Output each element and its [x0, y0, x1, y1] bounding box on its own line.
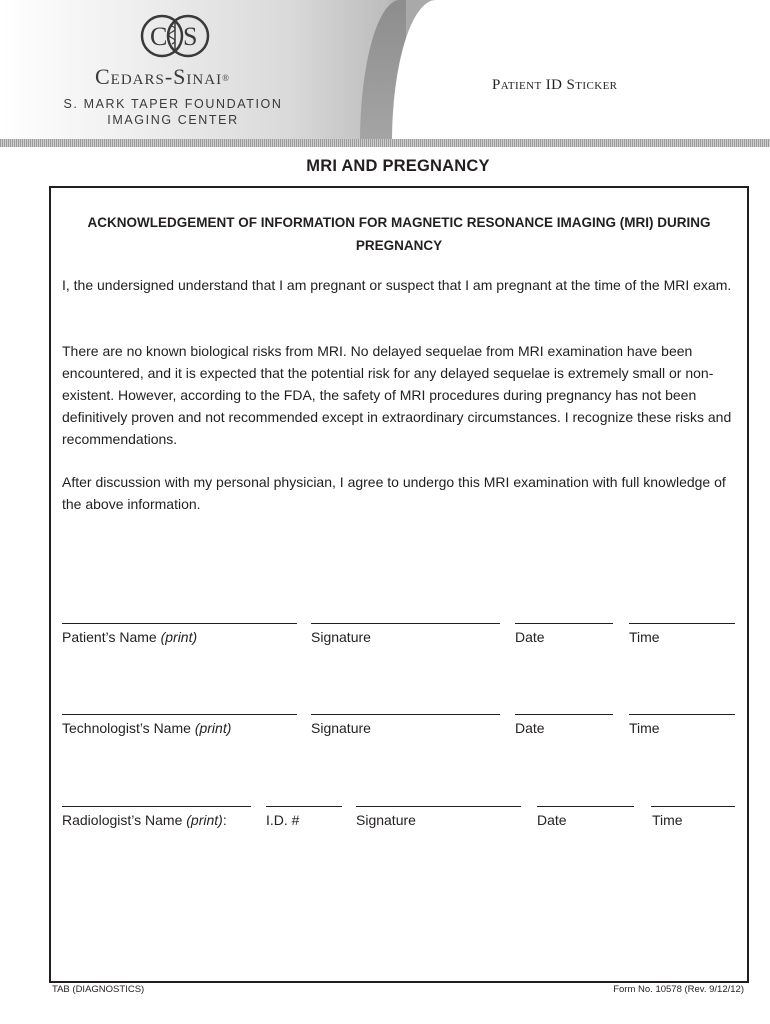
logo-wordmark: [95, 64, 315, 90]
patient-name-text: Patient’s Name: [62, 629, 161, 645]
logo-subtitle-foundation: S. MARK TAPER FOUNDATION: [63, 97, 283, 111]
page-title: MRI AND PREGNANCY: [306, 157, 490, 175]
technologist-time-label: Time: [629, 720, 660, 736]
paragraph-risks: There are no known biological risks from MRI. No delayed sequelae from MRI examination have been encountered, and it is expected that the potential risk for any delayed sequelae is extremely small or non-existent. However, according to the FDA, the safety of MRI procedures during pregnancy has not been definitively proven and not recommended except in extraordinary circumstances. I recognize these risks and recommendations.: [62, 343, 732, 447]
radiologist-signature-label: Signature: [356, 812, 416, 828]
logo-wordmark-text: Cedars-Sinai: [95, 64, 223, 89]
logo-initial-s: S: [183, 22, 198, 51]
logo-subtitle-imaging-center: IMAGING CENTER: [107, 113, 239, 127]
radiologist-name-line[interactable]: [62, 806, 251, 807]
registered-mark: ®: [222, 73, 230, 83]
patient-time-label: Time: [629, 629, 660, 645]
technologist-date-line[interactable]: [515, 714, 613, 715]
paragraph-pregnancy-statement: I, the undersigned understand that I am pregnant or suspect that I am pregnant at the time of the MRI exam.: [62, 277, 732, 293]
footer-form-number: Form No. 10578 (Rev. 9/12/12): [613, 984, 744, 995]
radiologist-time-label: Time: [652, 812, 683, 828]
cedars-sinai-logo-icon: [140, 10, 210, 62]
radiologist-name-colon: :: [222, 812, 227, 828]
technologist-name-label: [62, 720, 231, 736]
radiologist-name-label: [62, 812, 227, 828]
technologist-date-label: Date: [515, 720, 545, 736]
patient-signature-line[interactable]: [311, 623, 500, 624]
radiologist-signature-line[interactable]: [356, 806, 521, 807]
radiologist-id-label: I.D. #: [266, 812, 300, 828]
patient-signature-label: Signature: [311, 629, 371, 645]
technologist-time-line[interactable]: [629, 714, 735, 715]
technologist-signature-line[interactable]: [311, 714, 500, 715]
radiologist-time-line[interactable]: [651, 806, 735, 807]
footer-tab-label: TAB (DIAGNOSTICS): [52, 984, 145, 995]
patient-name-line[interactable]: [62, 623, 297, 624]
acknowledgement-heading: ACKNOWLEDGEMENT OF INFORMATION FOR MAGNETIC RESONANCE IMAGING (MRI) DURING PREGNANCY: [87, 215, 711, 253]
radiologist-date-label: Date: [537, 812, 567, 828]
header-sticker-area: [392, 0, 770, 142]
patient-time-line[interactable]: [629, 623, 735, 624]
radiologist-name-print-note: (print): [186, 812, 223, 828]
patient-name-label: [62, 629, 197, 645]
technologist-signature-label: Signature: [311, 720, 371, 736]
radiologist-name-text: Radiologist’s Name: [62, 812, 187, 828]
patient-date-line[interactable]: [515, 623, 613, 624]
technologist-name-print-note: (print): [194, 720, 232, 736]
form-box: [49, 186, 749, 983]
radiologist-date-line[interactable]: [537, 806, 634, 807]
paragraph-consent: After discussion with my personal physician, I agree to undergo this MRI examination with full knowledge of the above information.: [62, 474, 726, 512]
radiologist-id-line[interactable]: [266, 806, 342, 807]
logo-initial-c: C: [150, 22, 168, 51]
patient-id-sticker-label: Patient ID Sticker: [492, 77, 618, 93]
header-rule: [0, 139, 770, 147]
technologist-name-line[interactable]: [62, 714, 297, 715]
technologist-name-text: Technologist’s Name: [62, 720, 195, 736]
patient-name-print-note: (print): [160, 629, 198, 645]
patient-date-label: Date: [515, 629, 545, 645]
